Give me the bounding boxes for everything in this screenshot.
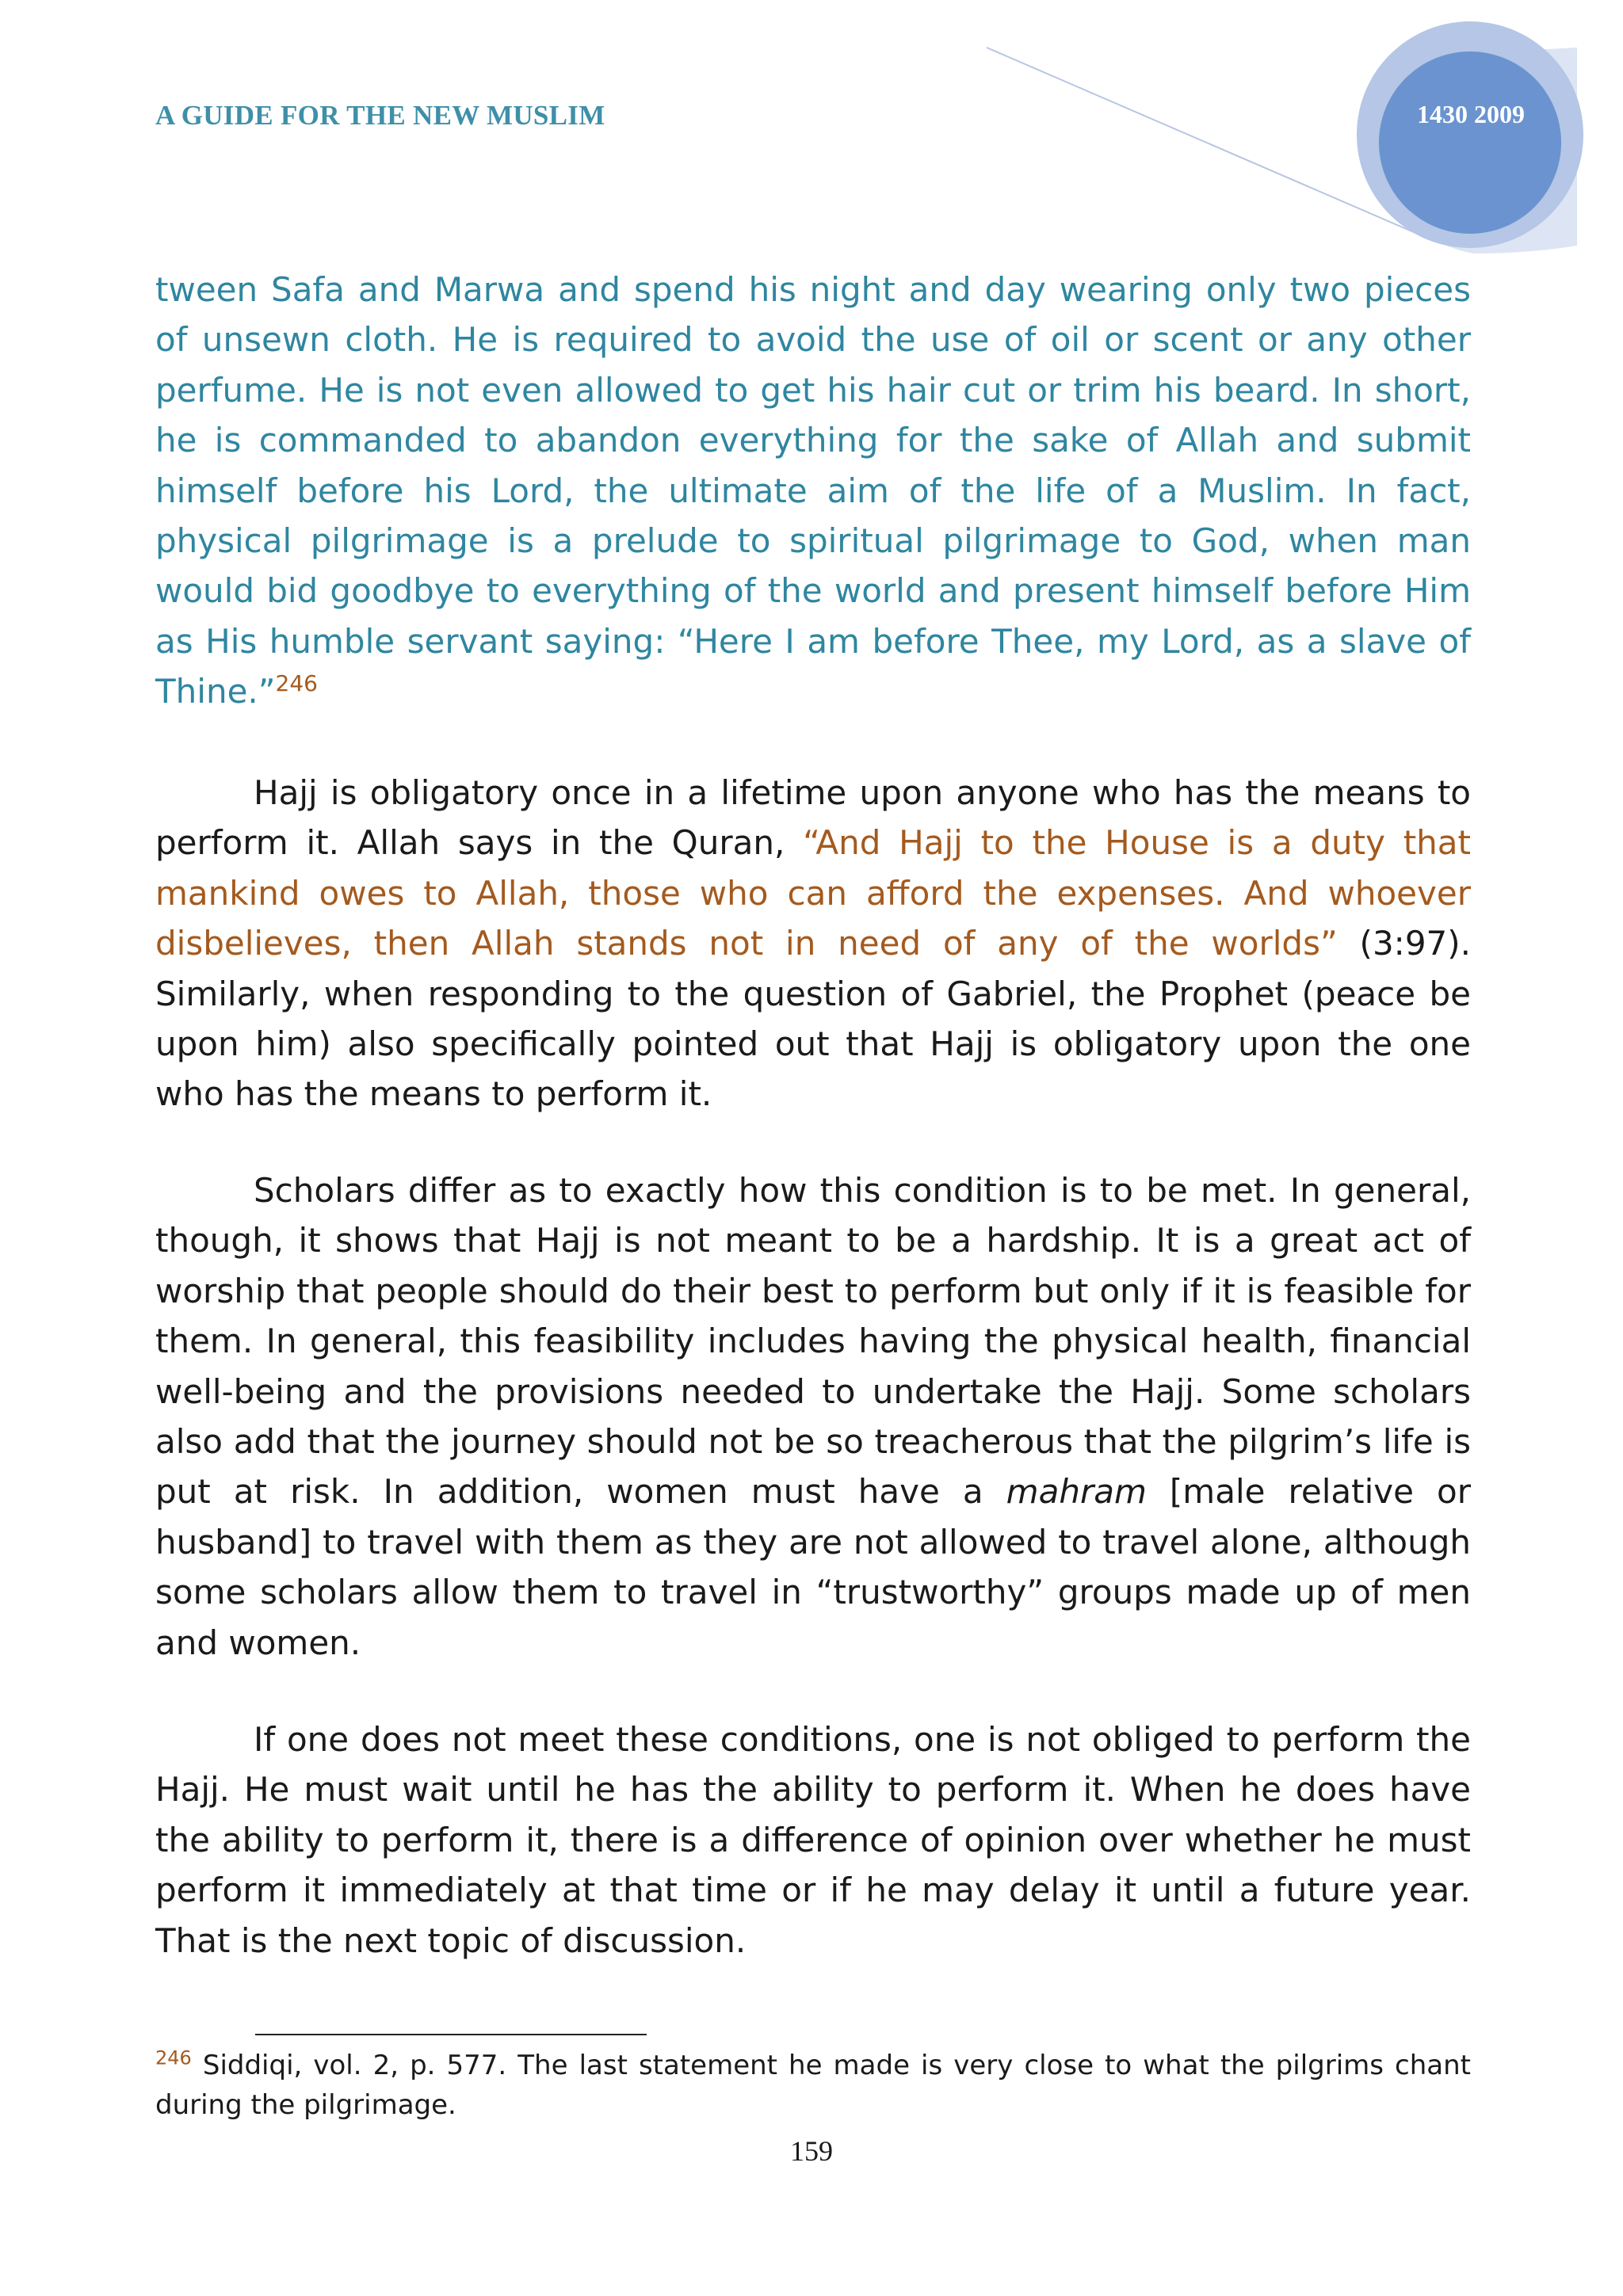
paragraph-text: If one does not meet these conditions, one is not obliged to perform the Hajj. He must wait until he has the ability to perform it. When he does have the ability to perform it, there is a difference of opinion over whether he must perform it immediately at that time or if he may delay it until a future year. That is the next topic of discussion. <box>155 1720 1471 1960</box>
running-header: A GUIDE FOR THE NEW MUSLIM <box>155 100 605 131</box>
paragraph-text: tween Safa and Marwa and spend his night and day wearing only two pieces of unsewn cloth. He is required to avoid the use of oil or scent or any other perfume. He is not even allowed to get his hair cut or trim his beard. In short, he is commanded to abandon everything for the sake of Allah and submit himself before his Lord, the ultimate aim of the life of a Muslim. In fact, physical pilgrimage is a prelude to spiritual pilgrimage to God, when man would bid goodbye to everything of the world and present himself before Him as His humble servant saying: “Here I am before Thee, my Lord, as a slave of Thine.” <box>155 270 1471 711</box>
footnote-divider <box>255 2034 647 2035</box>
term-mahram: mahram <box>1006 1472 1147 1512</box>
paragraph-not-obliged <box>155 1714 1471 1966</box>
header-year: 1430 2009 <box>1417 100 1525 128</box>
page-number: 159 <box>790 2135 833 2167</box>
footnote-text: Siddiqi, vol. 2, p. 577. The last statement he made is very close to what the pilgrims chant during the pilgrimage. <box>155 2050 1471 2121</box>
footnote <box>155 2046 1471 2125</box>
paragraph-text: (3:97). Similarly, when responding to the question of Gabriel, the Prophet (peace be upon him) also specifically pointed out that Hajj is obligatory upon the one who has the means to perform it. <box>155 924 1471 1114</box>
paragraph-text: [male relative or husband] to travel with them as they are not allowed to travel alone, although some scholars allow them to travel in “trustworthy” groups made up of men and women. <box>155 1472 1471 1662</box>
header-decoration <box>0 0 1623 285</box>
quran-quote: “And Hajj to the House is a duty that mankind owes to Allah, those who can afford the expenses. And whoever disbelieves, then Allah stands not in need of any of the worlds” <box>155 823 1471 963</box>
footnote-number: 246 <box>155 2046 192 2069</box>
paragraph-text: Hajj is obligatory once in a lifetime upon anyone who has the means to perform it. Allah says in the Quran, <box>155 773 1471 863</box>
header-circle-inner <box>1379 51 1561 234</box>
paragraph-conditions <box>155 1165 1471 1668</box>
paragraph-hajj-obligation <box>155 768 1471 1119</box>
paragraph-continuation <box>155 265 1471 717</box>
paragraph-text: Scholars differ as to exactly how this condition is to be met. In general, though, it shows that Hajj is not meant to be a hardship. It is a great act of worship that people should do their best to perform but only if it is feasible for them. In general, this feasibility includes having the physical health, financial well-being and the provisions needed to undertake the Hajj. Some scholars also add that the journey should not be so treacherous that the pilgrim’s life is put at risk. In addition, women must have a <box>155 1171 1471 1512</box>
footnote-reference: 246 <box>275 670 318 697</box>
